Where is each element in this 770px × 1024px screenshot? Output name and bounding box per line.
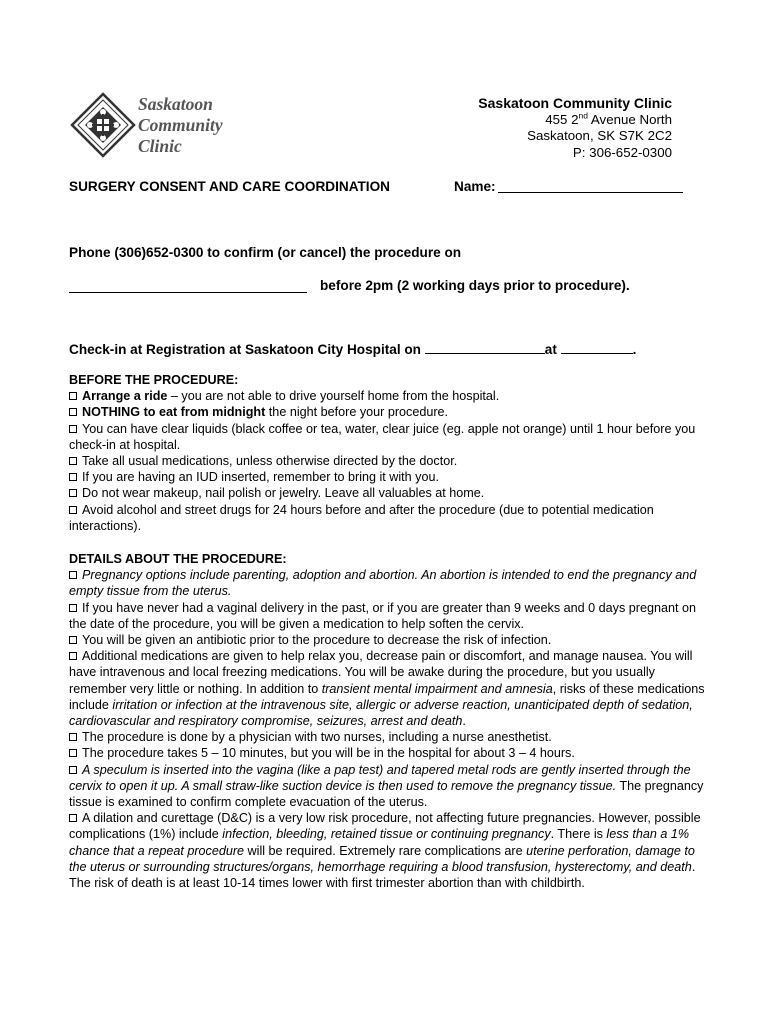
checkbox-icon [69, 814, 77, 822]
name-label: Name: [454, 179, 496, 194]
details-item-8a: A dilation and curettage (D&C) is a very low risk procedure, not affecting future pregnancies. However, possible complications (1%) include [69, 811, 701, 842]
details-item [69, 810, 709, 891]
before-item-7-text: Avoid alcohol and street drugs for 24 hours before and after the procedure (due to potential medication interactions). [69, 502, 654, 533]
checkbox-icon [69, 733, 77, 741]
checkin-time-field[interactable] [561, 341, 633, 354]
before-item-4-text: Take all usual medications, unless otherwise directed by the doctor. [82, 454, 458, 469]
checkbox-icon [69, 506, 77, 514]
checkbox-icon [69, 604, 77, 612]
before-item [69, 502, 709, 534]
checkbox-icon [69, 425, 77, 433]
details-item [69, 567, 709, 599]
phone-confirm-text: Phone (306)652-0300 to confirm (or cancel) the procedure on [69, 245, 462, 260]
checkbox-icon [69, 571, 77, 579]
logo-wordmark [138, 94, 223, 157]
street-address [478, 112, 672, 129]
logo-line-2: Community [138, 115, 223, 135]
details-item-4d: irritation or infection at the intravenous site, allergic or adverse reaction, unanticipated depth of sedation, cardiovascular and respiratory compromise, seizures, arrest and death [69, 697, 693, 729]
checkbox-icon [69, 636, 77, 644]
details-item-4e: . [462, 714, 466, 729]
form-title: SURGERY CONSENT AND CARE COORDINATION [69, 179, 390, 194]
checkin-text: Check-in at Registration at Saskatoon City Hospital on [69, 342, 425, 357]
before-item [69, 388, 709, 404]
before-item [69, 469, 709, 485]
details-item [69, 762, 709, 811]
city-line: Saskatoon, SK S7K 2C2 [527, 128, 672, 143]
before-item-1-bold: Arrange a ride [82, 389, 168, 404]
details-item-7b: The pregnancy tissue is examined to confirm complete evacuation of the uterus. [69, 778, 704, 810]
details-item-8e: will be required. Extremely rare complications are [244, 843, 527, 858]
procedure-date-field[interactable] [69, 292, 307, 293]
before-item-1-text: – you are not able to drive yourself home from the hospital. [167, 389, 500, 404]
checkbox-icon [69, 749, 77, 757]
details-item-1-text: Pregnancy options include parenting, adoption and abortion. An abortion is intended to end the pregnancy and empty tissue from the uterus. [69, 568, 697, 599]
details-item [69, 729, 709, 745]
before-item [69, 453, 709, 469]
details-item-4a: Additional medications are given to help relax you, decrease pain or discomfort, and manage nausea. You will have intravenous and local freezing medications. You will be awake during the procedure, but you usually remember very little or nothing. In addition to [69, 649, 693, 696]
checkbox-icon [69, 473, 77, 481]
details-item-4c: , risks of these medications include [69, 681, 705, 712]
name-field[interactable] [498, 192, 683, 193]
checkin-line [69, 341, 636, 357]
checkin-at-text: at [544, 342, 561, 357]
checkbox-icon [69, 408, 77, 416]
phone-number: P: 306-652-0300 [572, 144, 672, 160]
clinic-name: Saskatoon Community Clinic [478, 95, 672, 111]
before-item-6-text: Do not wear makeup, nail polish or jewelry. Leave all valuables at home. [82, 486, 485, 501]
confirm-deadline-text: before 2pm (2 working days prior to procedure). [320, 278, 630, 293]
before-item [69, 404, 709, 420]
checkbox-icon [69, 392, 77, 400]
checkin-end: . [632, 342, 637, 357]
clinic-logo-icon [70, 92, 136, 158]
checkbox-icon [69, 489, 77, 497]
logo-line-3: Clinic [138, 136, 182, 156]
before-item-5-text: If you are having an IUD inserted, remember to bring it with you. [82, 470, 439, 485]
before-heading: BEFORE THE PROCEDURE: [69, 373, 239, 387]
details-item-4b: transient mental impairment and amnesia [321, 681, 553, 696]
logo-line-1: Saskatoon [138, 94, 213, 114]
procedure-details-section [69, 551, 709, 891]
before-item-2-text: the night before your procedure. [265, 405, 449, 420]
details-item-8b: infection, bleeding, retained tissue or continuing pregnancy [222, 827, 551, 842]
details-item-6-text: The procedure takes 5 – 10 minutes, but you will be in the hospital for about 3 – 4 hours. [82, 746, 575, 761]
before-item-2-bold: NOTHING to eat from midnight [82, 405, 266, 420]
clinic-address [478, 95, 672, 161]
before-procedure-section [69, 372, 709, 534]
details-item [69, 600, 709, 632]
before-item [69, 485, 709, 501]
checkbox-icon [69, 457, 77, 465]
checkbox-icon [69, 766, 77, 774]
details-item-8d: less than a 1% chance that a repeat procedure [69, 827, 690, 858]
details-item-8c: . There is [550, 827, 607, 842]
details-item-8g: . The risk of death is at least 10-14 times lower with first trimester abortion than with childbirth. [69, 859, 696, 891]
details-item-7a: A speculum is inserted into the vagina (like a pap test) and tapered metal rods are gently inserted through the cervix to open it up. A small straw-like suction device is then used to remove the pregnancy tissue. [69, 762, 691, 793]
street-suffix: nd [578, 110, 588, 121]
details-item-5-text: The procedure is done by a physician with two nurses, including a nurse anesthetist. [82, 730, 552, 745]
details-item-3-text: You will be given an antibiotic prior to the procedure to decrease the risk of infection. [82, 633, 552, 648]
before-item-3-text: You can have clear liquids (black coffee or tea, water, clear juice (eg. apple not orange) until 1 hour before you check-in at hospital. [69, 421, 696, 452]
street-number: 455 2 [545, 111, 579, 127]
details-item [69, 632, 709, 648]
details-item [69, 648, 709, 729]
details-heading: DETAILS ABOUT THE PROCEDURE: [69, 552, 287, 566]
street-name: Avenue North [587, 111, 672, 127]
checkin-date-field[interactable] [425, 341, 545, 354]
details-item-2-text: If you have never had a vaginal delivery in the past, or if you are greater than 9 weeks and 0 days pregnant on the date of the procedure, you will be given a medication to help soften the cervix. [69, 600, 696, 631]
details-item [69, 745, 709, 761]
checkbox-icon [69, 652, 77, 660]
before-item [69, 421, 709, 453]
clinic-logo [70, 90, 230, 162]
details-item-8f: uterine perforation, damage to the uterus or surrounding structures/organs, hemorrhage requiring a blood transfusion, hysterectomy, and death [69, 843, 695, 874]
